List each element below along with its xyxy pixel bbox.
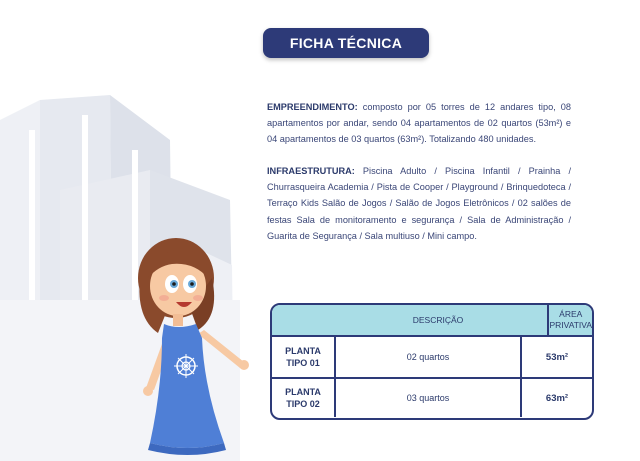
girl-mascot-illustration bbox=[128, 238, 258, 461]
table-header-row bbox=[272, 305, 592, 337]
description-cell: 03 quartos bbox=[336, 379, 522, 417]
page-title: FICHA TÉCNICA bbox=[263, 28, 429, 58]
area-header-line2: PRIVATIVA bbox=[549, 320, 592, 330]
plan-name-cell bbox=[272, 379, 336, 417]
table-row bbox=[272, 377, 592, 417]
plan-line2: TIPO 02 bbox=[286, 399, 320, 409]
plan-line1: PLANTA bbox=[285, 346, 321, 356]
table-header-empty bbox=[272, 305, 329, 335]
area-cell: 53m² bbox=[545, 351, 569, 363]
empreendimento-label: EMPREENDIMENTO: bbox=[267, 102, 358, 112]
description-cell: 02 quartos bbox=[336, 337, 522, 377]
table-row bbox=[272, 337, 592, 377]
infraestrutura-paragraph bbox=[267, 163, 571, 244]
empreendimento-text: composto por 05 torres de 12 andares tipo, 08 apartamentos por andar, sendo 04 apartamentos de 02 quartos (53m²) e 04 apartamentos de 03 quartos (63m²). Totalizando 480 unidades. bbox=[267, 102, 571, 145]
table-header-area bbox=[549, 305, 592, 335]
empreendimento-paragraph bbox=[267, 99, 571, 148]
infraestrutura-label: INFRAESTRUTURA: bbox=[267, 166, 355, 176]
plan-line1: PLANTA bbox=[285, 387, 321, 397]
infraestrutura-text: Piscina Adulto / Piscina Infantil / Prainha / Churrasqueira Academia / Pista de Cooper / Playground / Brinquedoteca / Terraço Kids Salão de Jogos / Salão de Jogos Eletrônicos / 02 salões de festas Sala de monitoramento e segurança / Sala de Administração / Guarita de Segurança / Sala multiuso / Mini campo. bbox=[267, 166, 571, 241]
plan-line2: TIPO 01 bbox=[286, 358, 320, 368]
spec-table bbox=[270, 303, 594, 420]
area-header-line1: ÁREA bbox=[559, 309, 583, 319]
plan-name-cell bbox=[272, 337, 336, 377]
area-cell: 63m² bbox=[545, 392, 569, 404]
table-header-descricao: DESCRIÇÃO bbox=[329, 305, 550, 335]
